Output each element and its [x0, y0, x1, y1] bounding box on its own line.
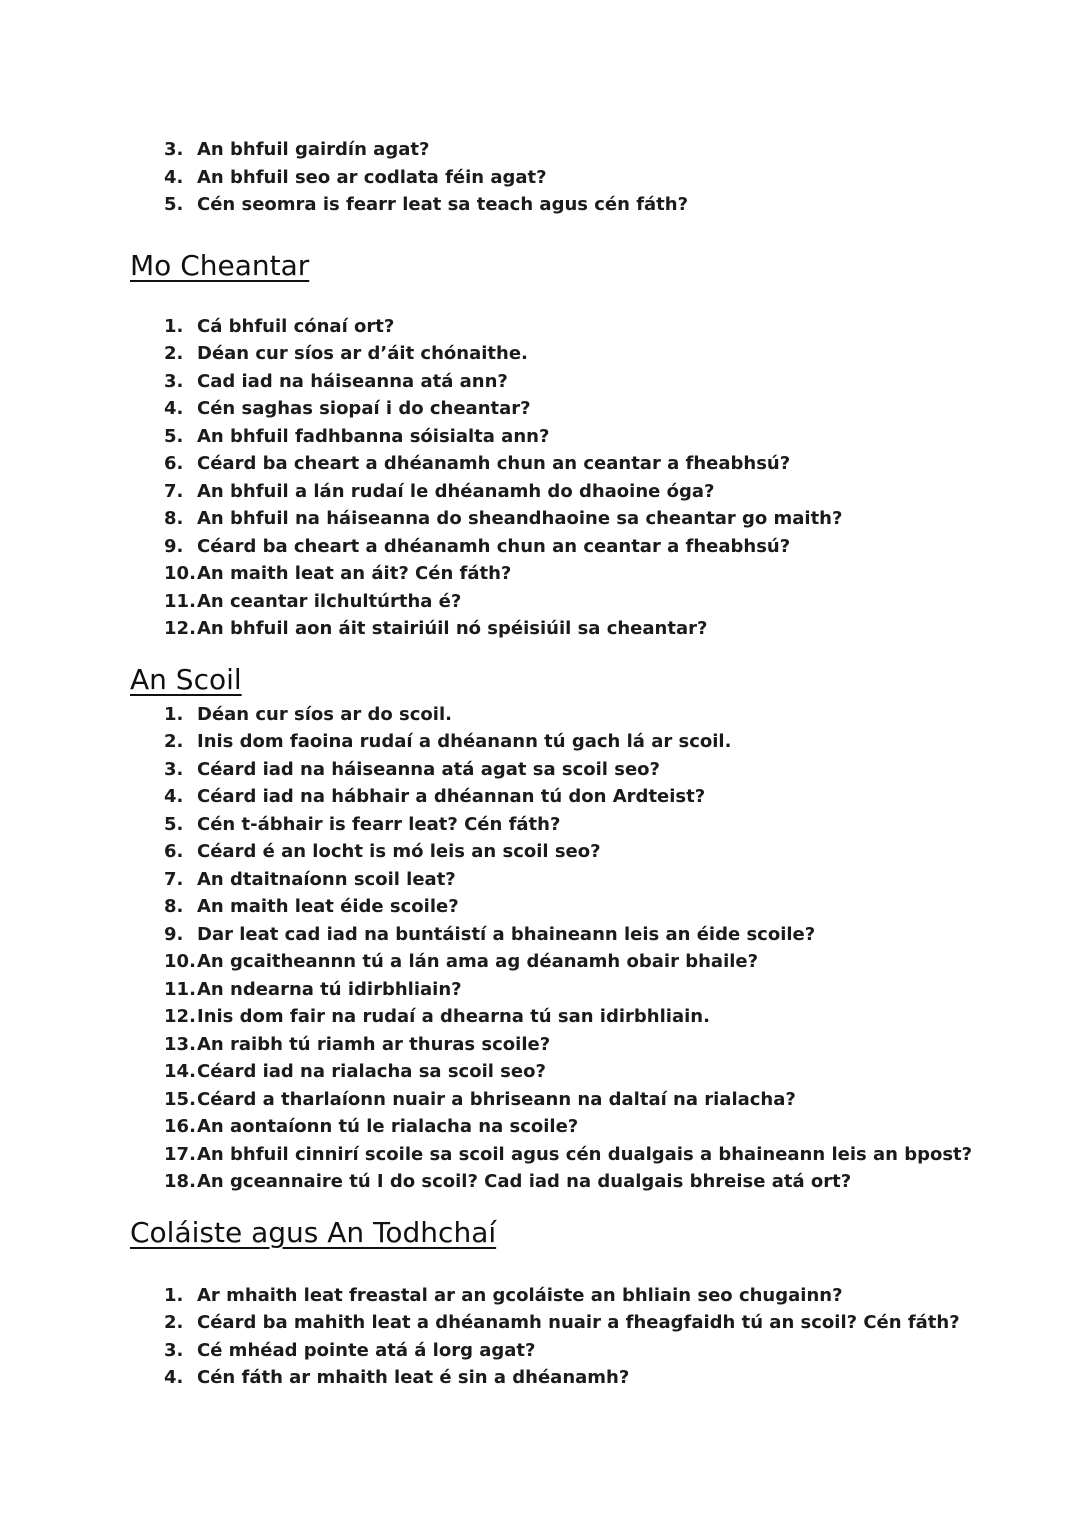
question-item: Cén t-ábhair is fearr leat? Cén fáth? — [197, 813, 561, 835]
question-item: An raibh tú riamh ar thuras scoile? — [197, 1033, 551, 1055]
question-item: Déan cur síos ar do scoil. — [197, 703, 452, 725]
question-item: An ndearna tú idirbhliain? — [197, 978, 462, 1000]
question-item: An aontaíonn tú le rialacha na scoile? — [197, 1116, 579, 1137]
question-item: Céard a tharlaíonn nuair a bhriseann na daltaí na rialacha? — [197, 1088, 796, 1110]
question-item: Céard ba cheart a dhéanamh chun an ceantar a fheabhsú? — [197, 535, 791, 557]
house-questions-list — [130, 136, 1020, 219]
question-item: An bhfuil aon áit stairiúil nó spéisiúil sa cheantar? — [197, 618, 708, 639]
question-item: An bhfuil na háiseanna do sheandhaoine sa cheantar go maith? — [197, 508, 843, 529]
section-heading-an-scoil: An Scoil — [130, 662, 242, 696]
question-item: An bhfuil fadhbanna sóisialta ann? — [197, 425, 550, 447]
question-item: An ceantar ilchultúrtha é? — [197, 590, 462, 612]
section-heading-mo-cheantar: Mo Cheantar — [130, 248, 310, 282]
question-item: An maith leat éide scoile? — [197, 896, 459, 917]
question-item: Céard iad na hábhair a dhéannan tú don Ardteist? — [197, 786, 706, 807]
question-item: An bhfuil gairdín agat? — [197, 139, 430, 160]
an-scoil-questions-list — [130, 701, 1020, 1196]
section-mo-cheantar — [130, 249, 1020, 643]
question-item: An bhfuil cinnirí scoile sa scoil agus cén dualgais a bhaineann leis an bpost? — [197, 1143, 973, 1165]
question-item: Céard iad na rialacha sa scoil seo? — [197, 1061, 546, 1082]
question-item: An bhfuil a lán rudaí le dhéanamh do dhaoine óga? — [197, 480, 715, 502]
question-item: An gceannaire tú I do scoil? Cad iad na dualgais bhreise atá ort? — [197, 1171, 852, 1192]
question-item: An bhfuil seo ar codlata féin agat? — [197, 166, 547, 188]
question-item: Céard ba cheart a dhéanamh chun an ceantar a fheabhsú? — [197, 453, 791, 474]
question-item: An maith leat an áit? Cén fáth? — [197, 563, 512, 584]
colaiste-questions-list — [130, 1282, 1020, 1392]
section-an-scoil — [130, 663, 1020, 1196]
question-item: Céard ba mahith leat a dhéanamh nuair a fheagfaidh tú an scoil? Cén fáth? — [197, 1312, 960, 1333]
question-item: Cén fáth ar mhaith leat é sin a dhéanamh? — [197, 1367, 630, 1388]
question-item: Dar leat cad iad na buntáistí a bhaineann leis an éide scoile? — [197, 923, 816, 945]
question-item: Cén saghas siopaí i do cheantar? — [197, 398, 531, 419]
question-item: Inis dom fair na rudaí a dhearna tú san idirbhliain. — [197, 1006, 710, 1027]
question-item: Cé mhéad pointe atá á lorg agat? — [197, 1339, 536, 1361]
question-item: Cad iad na háiseanna atá ann? — [197, 370, 508, 392]
section-colaiste-agus-an-todhchai — [130, 1216, 1020, 1392]
question-item: Céard é an locht is mó leis an scoil seo? — [197, 841, 601, 862]
question-item: Ar mhaith leat freastal ar an gcoláiste an bhliain seo chugainn? — [197, 1284, 843, 1306]
question-item: Déan cur síos ar d’áit chónaithe. — [197, 343, 528, 364]
question-item: Inis dom faoina rudaí a dhéanann tú gach lá ar scoil. — [197, 731, 732, 752]
question-item: Cá bhfuil cónaí ort? — [197, 315, 395, 337]
mo-cheantar-questions-list — [130, 313, 1020, 643]
question-item: An gcaitheannn tú a lán ama ag déanamh obair bhaile? — [197, 951, 759, 972]
question-item: An dtaitnaíonn scoil leat? — [197, 868, 456, 890]
question-item: Céard iad na háiseanna atá agat sa scoil seo? — [197, 758, 660, 780]
section-heading-colaiste-agus-an-todhchai: Coláiste agus An Todhchaí — [130, 1215, 497, 1249]
question-item: Cén seomra is fearr leat sa teach agus cén fáth? — [197, 194, 689, 215]
